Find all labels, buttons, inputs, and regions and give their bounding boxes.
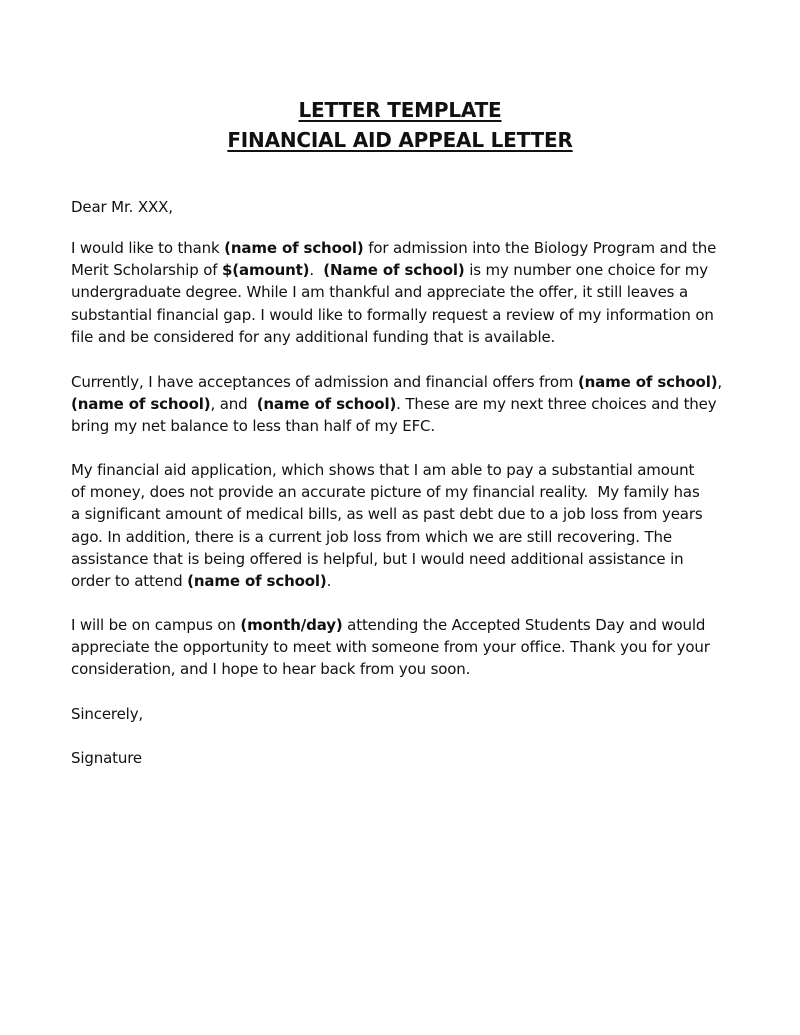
text-run: I would like to thank: [71, 239, 225, 257]
paragraph-line: consideration, and I hope to hear back from you soon.: [71, 660, 471, 679]
paragraph-4: [71, 614, 731, 681]
paragraph-line: [71, 393, 731, 415]
text-run: , and: [210, 395, 257, 414]
closing-text: Sincerely,: [71, 705, 144, 723]
letter-title: [0, 95, 800, 155]
title-line-2: FINANCIAL AID APPEAL LETTER: [227, 128, 573, 152]
paragraph-3: [71, 459, 731, 592]
signature: [71, 747, 731, 769]
paragraph-line: substantial financial gap. I would like to formally request a review of my information on: [71, 305, 714, 324]
text-run: attending the Accepted Students Day and would: [342, 616, 706, 634]
text-run: Currently, I have acceptances of admission and financial offers from: [71, 373, 578, 391]
paragraph-2: [71, 371, 731, 438]
paragraph-line: [71, 570, 731, 592]
text-run: is my number one choice for my: [464, 261, 708, 280]
placeholder-text: $(amount): [222, 261, 310, 280]
paragraph-line: [71, 237, 731, 259]
title-line-1: LETTER TEMPLATE: [298, 98, 502, 122]
paragraph-line: undergraduate degree. While I am thankful and appreciate the offer, it still leaves a: [71, 283, 689, 302]
text-run: order to attend: [71, 572, 188, 591]
greeting: [71, 196, 731, 218]
placeholder-text: (Name of school): [323, 261, 465, 280]
paragraph-line: assistance that is being offered is helpful, but I would need additional assistance in: [71, 549, 684, 568]
text-run: . These are my next three choices and they: [396, 395, 717, 414]
paragraph-line: [71, 614, 731, 636]
placeholder-text: (month/day): [240, 616, 343, 634]
paragraph-line: My financial aid application, which shows that I am able to pay a substantial amount: [71, 461, 695, 479]
closing: [71, 703, 731, 725]
placeholder-text: (name of school): [224, 239, 364, 257]
paragraph-line: a significant amount of medical bills, as well as past debt due to a job loss from years: [71, 505, 703, 524]
text-run: I will be on campus on: [71, 616, 241, 634]
placeholder-text: (name of school): [187, 572, 327, 591]
placeholder-text: (name of school): [256, 395, 397, 414]
paragraph-line: [71, 259, 731, 281]
signature-text: Signature: [71, 749, 143, 767]
text-run: Merit Scholarship of: [71, 261, 222, 280]
paragraph-line: of money, does not provide an accurate picture of my financial reality. My family has: [71, 483, 700, 502]
paragraph-line: file and be considered for any additional funding that is available.: [71, 327, 556, 346]
text-run: .: [309, 261, 324, 280]
paragraph-line: ago. In addition, there is a current job loss from which we are still recovering. The: [71, 527, 672, 546]
text-run: ,: [717, 373, 723, 391]
text-run: for admission into the Biology Program and the: [363, 239, 717, 257]
text-run: .: [326, 572, 332, 591]
greeting-text: Dear Mr. XXX,: [71, 198, 173, 216]
placeholder-text: (name of school): [71, 395, 211, 414]
paragraph-line: appreciate the opportunity to meet with someone from your office. Thank you for your: [71, 638, 710, 657]
paragraph-line: bring my net balance to less than half of my EFC.: [71, 417, 435, 436]
paragraph-line: [71, 371, 731, 393]
paragraph-1: [71, 237, 731, 348]
placeholder-text: (name of school): [577, 373, 718, 391]
